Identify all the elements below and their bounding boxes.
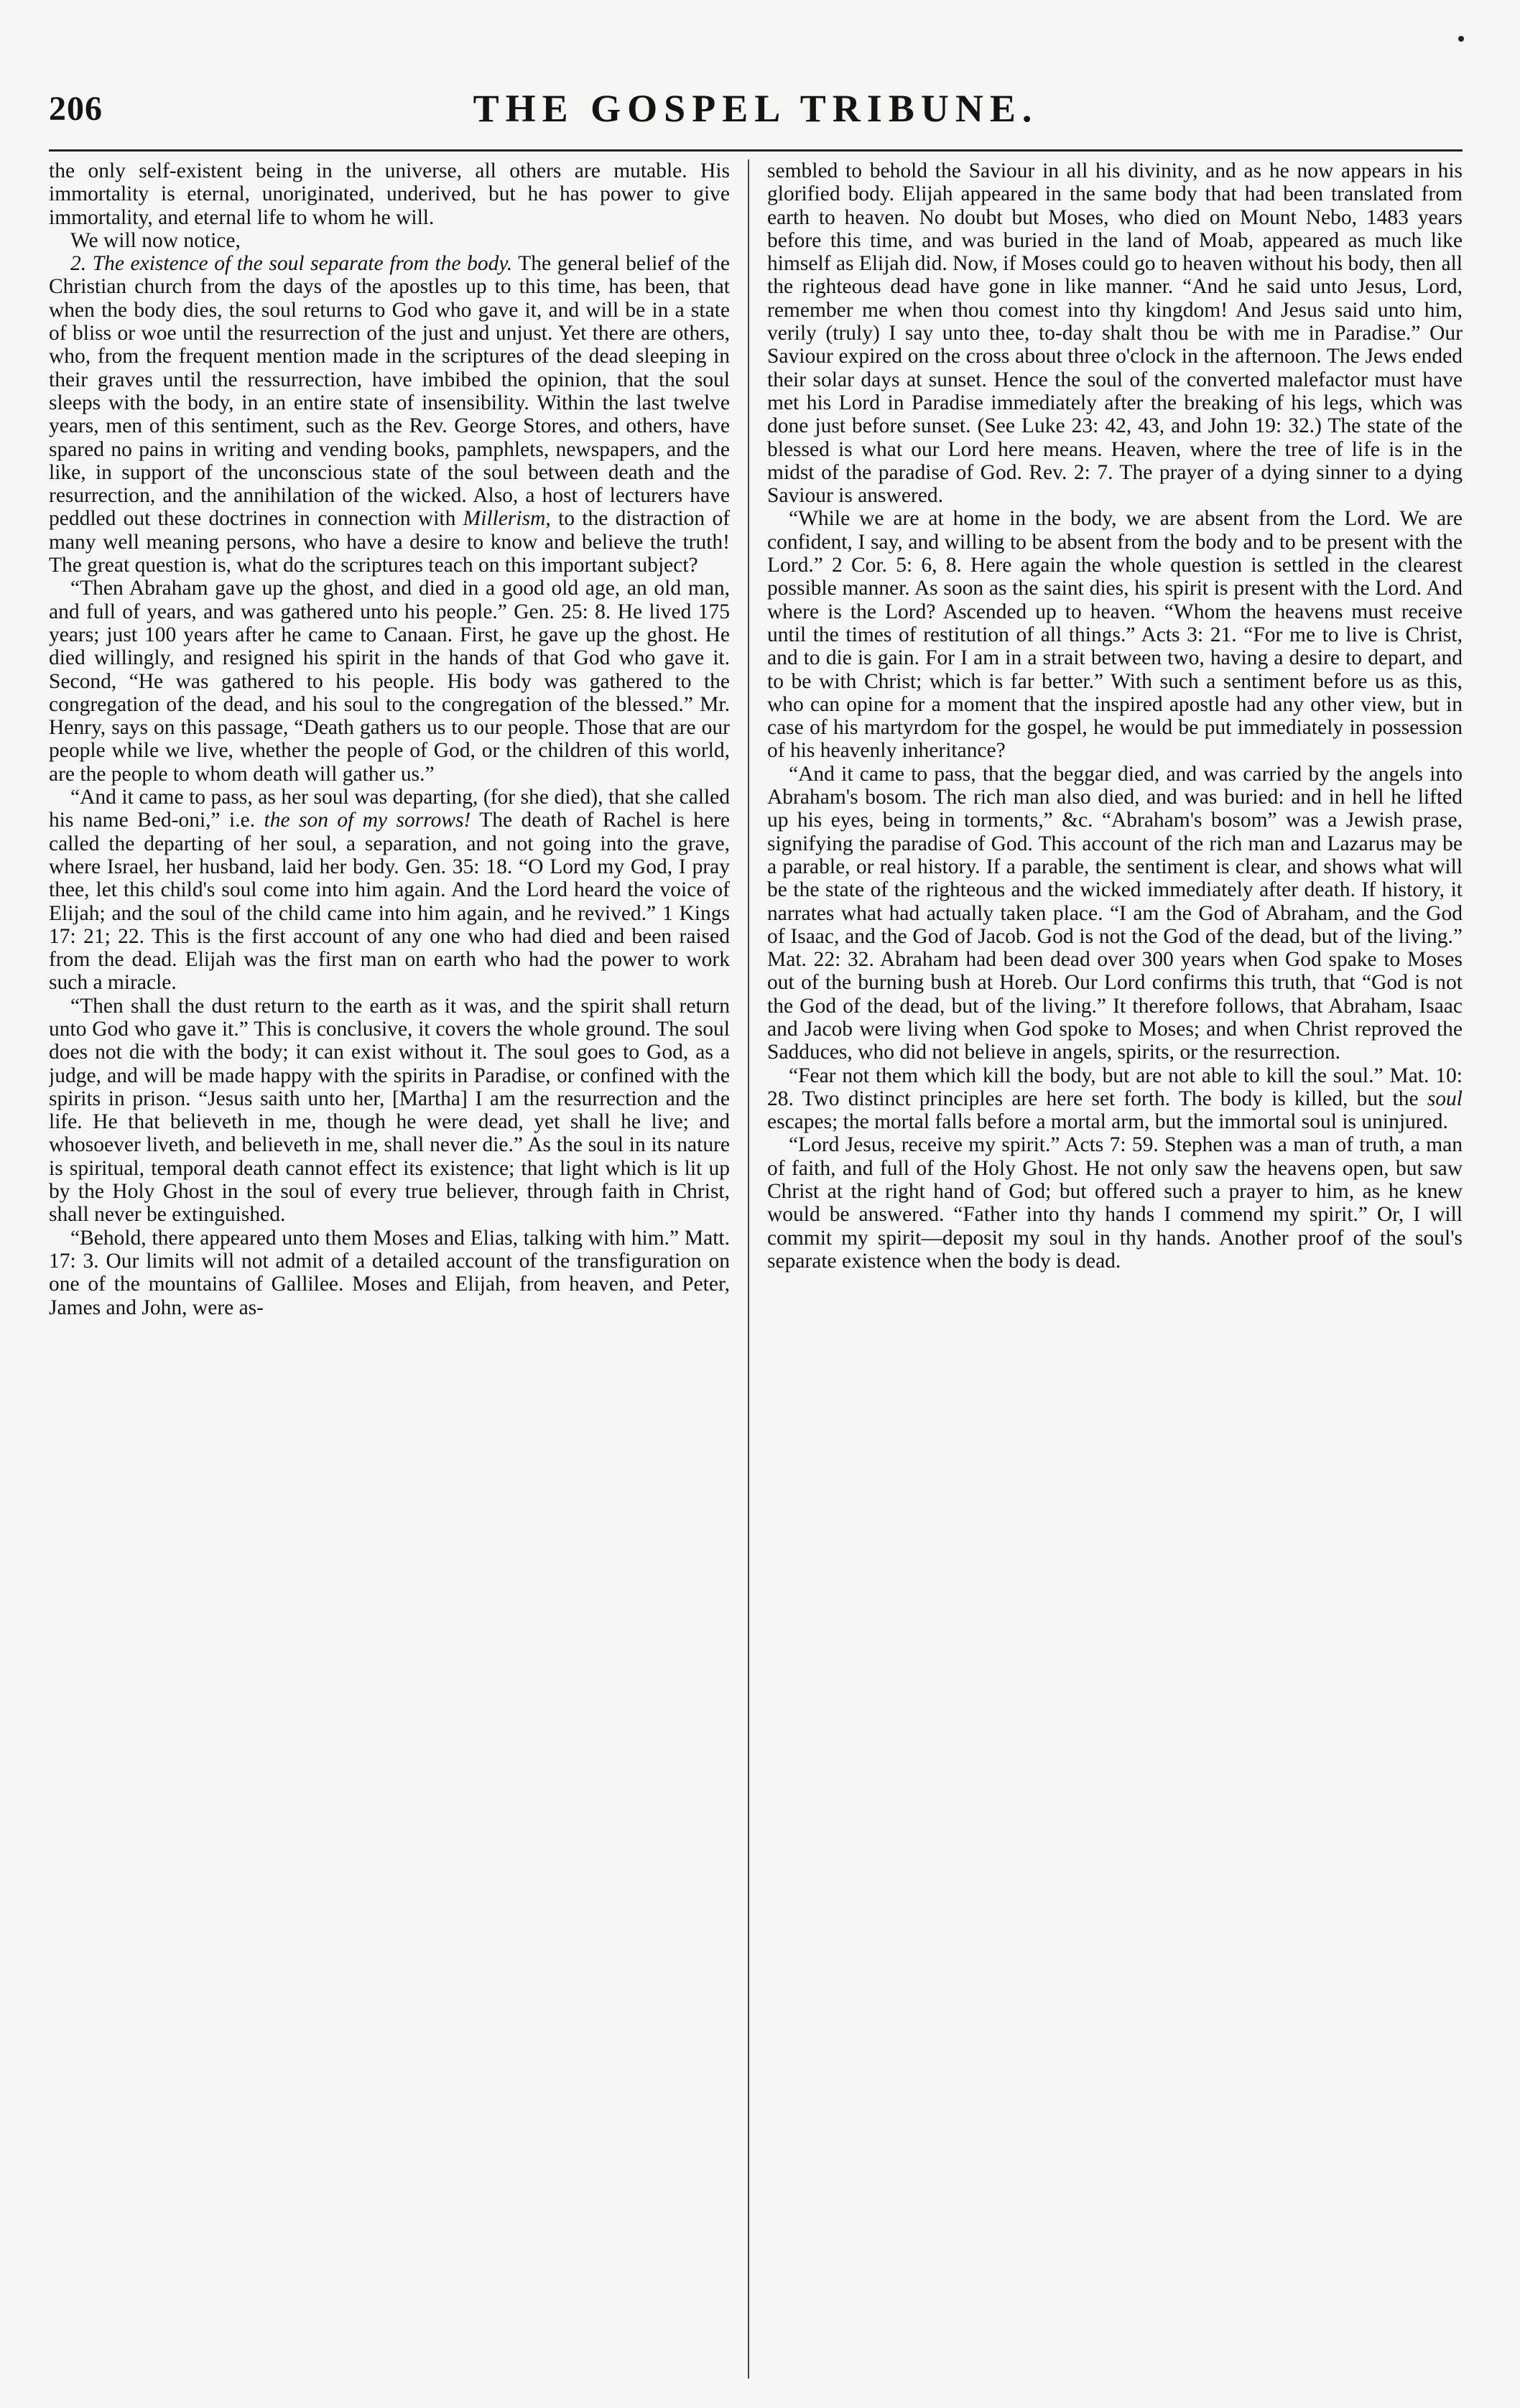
left-paragraph-4: “Then Abraham gave up the ghost, and died in a good old age, an old man, and full of years, and was gathered unto his people.” Gen. 25: 8. He lived 175 years; just 100 years after he came to Canaan. First, he gave up the ghost. He died willingly, and resigned his spirit in the hands of that God who gave it. Second, “He was gathered to his people. His body was gathered to the congregation of the dead, and his soul to the congregation of the blessed.” Mr. Henry, says on this passage, “Death gathers us to our people. Those that are our people while we live, whether the people of God, or the children of this world, are the people to whom death will gather us.” [49,577,730,786]
left-column [49,159,730,2379]
right-paragraph-5: “Lord Jesus, receive my spirit.” Acts 7: 59. Stephen was a man of truth, a man of faith, and full of the Holy Ghost. He not only saw the heavens open, but saw Christ at the right hand of God; but offered such a prayer to him, as he knew would be answered. “Father into thy hands I commend my spirit.” Or, I will commit my spirit—deposit my soul in thy hands. Another proof of the soul's separate existence when the body is dead. [767,1133,1463,1273]
page-number: 206 [49,90,103,128]
running-title: THE GOSPEL TRIBUNE. [473,87,1039,130]
section-heading: 2. The existence of the soul separate from the body. [70,252,513,276]
header-rule [49,149,1463,152]
text-columns [49,159,1463,2379]
left-paragraph-5: “And it came to pass, as her soul was departing, (for she died), that she called his name Bed-oni,” i.e. the son of my sorrows! The death of Rachel is here called the departing of her soul, a separation, and not going into the grave, where Israel, her husband, laid her body. Gen. 35: 18. “O Lord my God, I pray thee, let this child's soul come into him again. And the Lord heard the voice of Elijah; and the soul of the child came into him again, and he revived.” 1 Kings 17: 21; 22. This is the first account of any one who had died and been raised from the dead. Elijah was the first man on earth who had the power to work such a miracle. [49,786,730,995]
left-paragraph-6: “Then shall the dust return to the earth as it was, and the spirit shall return unto God who gave it.” This is conclusive, it covers the whole ground. The soul does not die with the body; it can exist without it. The soul goes to God, as a judge, and will be made happy with the spirits in Paradise, or confined with the spirits in prison. “Jesus saith unto her, [Martha] I am the resurrection and the life. He that believeth in me, though he were dead, yet shall he live; and whosoever liveth, and believeth in me, shall never die.” As the soul in its nature is spiritual, temporal death cannot effect its existence; that light which is lit up by the Holy Ghost in the soul of every true believer, through faith in Christ, shall never be extinguished. [49,994,730,1227]
left-paragraph-1: the only self-existent being in the universe, all others are mutable. His immortality is eternal, unoriginated, underived, but he has power to give immortality, and eternal life to whom he will. [49,159,730,229]
left-paragraph-7: “Behold, there appeared unto them Moses and Elias, talking with him.” Matt. 17: 3. Our limits will not admit of a detailed account of the transfiguration on one of the mountains of Gallilee. Moses and Elijah, from heaven, and Peter, James and John, were as- [49,1226,730,1319]
right-paragraph-3: “And it came to pass, that the beggar died, and was carried by the angels into Abraham's bosom. The rich man also died, and was buried: and in hell he lifted up his eyes, being in torments,” &c. “Abraham's bosom” was a Jewish prase, signifying the paradise of God. This account of the rich man and Lazarus may be a parable, or real history. If a parable, the sentiment is clear, and shows what will be the state of the righteous and the wicked immediately after death. If history, it narrates what had actually taken place. “I am the God of Abraham, and the God of Isaac, and the God of Jacob. God is not the God of the dead, but of the living.” Mat. 22: 32. Abraham had been dead over 300 years when God spake to Moses out of the burning bush at Horeb. Our Lord confirms this truth, that “God is not the God of the dead, but of the living.” It therefore follows, that Abraham, Isaac and Jacob were living when God spoke to Moses; and when Christ reproved the Sadduces, who did not believe in angels, spirits, or the resurrection. [767,762,1463,1064]
right-column [767,159,1463,2379]
right-paragraph-2: “While we are at home in the body, we are absent from the Lord. We are confident, I say, and willing to be absent from the body and to be present with the Lord.” 2 Cor. 5: 6, 8. Here again the whole question is settled in the clearest possible manner. As soon as the saint dies, his spirit is present with the Lord. And where is the Lord? Ascended up to heaven. “Whom the heavens must receive until the times of restitution of all things.” Acts 3: 21. “For me to live is Christ, and to die is gain. For I am in a strait between two, having a desire to depart, and to be with Christ; which is far better.” With such a sentiment before us as this, who can opine for a moment that the inspired apostle had any other view, but in case of his martyrdom for the gospel, he would be put immediately in possession of his heavenly inheritance? [767,507,1463,763]
right-paragraph-4: “Fear not them which kill the body, but are not able to kill the soul.” Mat. 10: 28. Two distinct principles are here set forth. The body is killed, but the soul escapes; the mortal falls before a mortal arm, but the immortal soul is uninjured. [767,1064,1463,1134]
left-paragraph-3: 2. The existence of the soul separate from the body. The general belief of the Christian church from the days of the apostles up to this time, has been, that when the body dies, the soul returns to God who gave it, and will be in a state of bliss or woe until the resurrection of the just and unjust. Yet there are others, who, from the frequent mention made in the scriptures of the dead sleeping in their graves until the ressurrection, have imbibed the opinion, that the soul sleeps with the body, in an entire state of insensibility. Within the last twelve years, men of this sentiment, such as the Rev. George Stores, and others, have spared no pains in writing and vending books, pamphlets, newspapers, and the like, in support of the unconscious state of the soul between death and the resurrection, and the annihilation of the wicked. Also, a host of lecturers have peddled out these doctrines in connection with Millerism, to the distraction of many well meaning persons, who have a desire to know and believe the truth! The great question is, what do the scriptures teach on this important subject? [49,252,730,577]
column-divider [748,159,749,2379]
page-header [49,86,1463,136]
left-paragraph-2: We will now notice, [70,228,241,252]
ink-speck [1458,36,1464,42]
right-paragraph-1: sembled to behold the Saviour in all his divinity, and as he now appears in his glorified body. Elijah appeared in the same body that had been translated from earth to heaven. No doubt but Moses, who died on Mount Nebo, 1483 years before this time, and was buried in the land of Moab, appeared as much like himself as Elijah did. Now, if Moses could go to heaven without his body, then all the righteous dead have gone in like manner. “And he said unto Jesus, Lord, remember me when thou comest into thy kingdom! And Jesus said unto him, verily (truly) I say unto thee, to-day shalt thou be with me in Paradise.” Our Saviour expired on the cross about three o'clock in the afternoon. The Jews ended their solar days at sunset. Hence the soul of the converted malefactor must have met his Lord in Paradise immediately after the breaking of his legs, which was done just before sunset. (See Luke 23: 42, 43, and John 19: 32.) The state of the blessed is what our Lord here means. Heaven, where the tree of life is in the midst of the paradise of God. Rev. 2: 7. The prayer of a dying sinner to a dying Saviour is answered. [767,159,1463,508]
